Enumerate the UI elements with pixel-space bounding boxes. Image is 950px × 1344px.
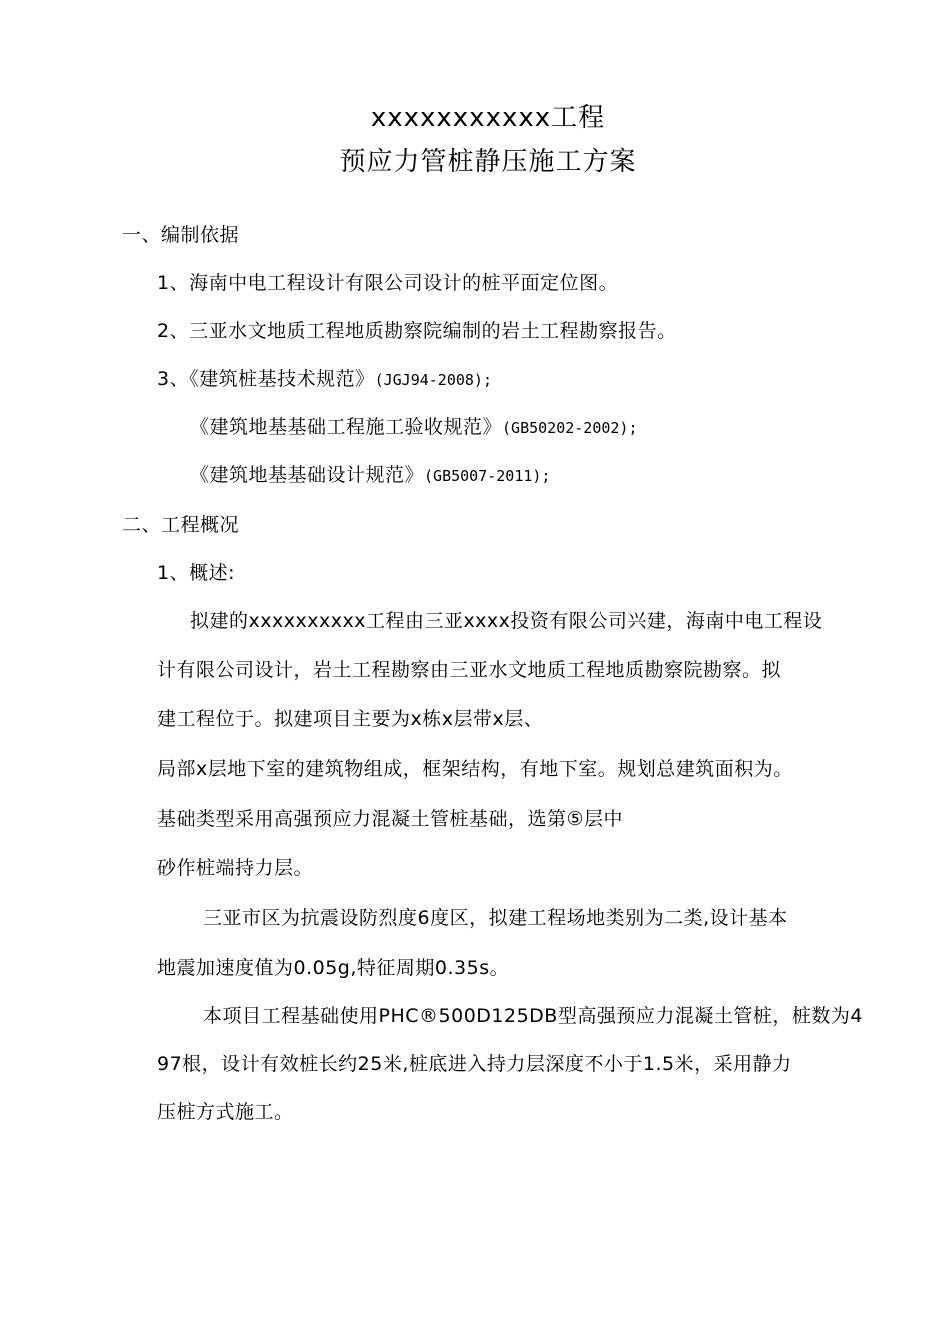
overview-paragraph-1-line-2: 计有限公司设计，岩土工程勘察由三亚水文地质工程地质勘察院勘察。拟	[157, 659, 782, 681]
overview-paragraph-1-line-6: 砂作桩端持力层。	[157, 857, 314, 879]
basis-item-3c	[190, 462, 550, 489]
basis-item-3-title: 3、《建筑桩基技术规范》	[157, 368, 375, 390]
basis-item-3b-title: 《建筑地基基础工程施工验收规范》	[190, 416, 503, 438]
overview-paragraph-3-line-1: 本项目工程基础使用PHC®500D125DB型高强预应力混凝土管桩，桩数为4	[203, 1005, 863, 1027]
basis-item-3b-code: (GB50202-2002);	[502, 419, 638, 437]
overview-paragraph-1-line-3: 建工程位于。拟建项目主要为x栋x层带x层、	[157, 708, 544, 730]
overview-paragraph-2-line-1: 三亚市区为抗震设防烈度6度区，拟建工程场地类别为二类,设计基本	[203, 907, 788, 929]
basis-item-3c-code: (GB5007-2011);	[424, 467, 551, 485]
overview-paragraph-1-line-5: 基础类型采用高强预应力混凝土管桩基础，选第⑤层中	[157, 808, 624, 830]
overview-paragraph-3-line-3: 压桩方式施工。	[157, 1101, 294, 1123]
overview-subheading: 1、概述:	[157, 562, 235, 584]
basis-item-2: 2、三亚水文地质工程地质勘察院编制的岩土工程勘察报告。	[157, 320, 677, 342]
section-heading-overview: 二、工程概况	[122, 514, 240, 536]
section-heading-basis: 一、编制依据	[122, 224, 240, 246]
basis-item-3-code: (JGJ94-2008);	[374, 371, 492, 389]
basis-item-3c-title: 《建筑地基基础设计规范》	[190, 464, 425, 486]
overview-paragraph-1-line-4: 局部x层地下室的建筑物组成，框架结构，有地下室。规划总建筑面积为。	[157, 758, 793, 780]
basis-item-1: 1、海南中电工程设计有限公司设计的桩平面定位图。	[157, 272, 619, 294]
overview-paragraph-1-line-1: 拟建的xxxxxxxxxx工程由三亚xxxx投资有限公司兴建，海南中电工程设	[190, 610, 823, 632]
basis-item-3	[157, 366, 492, 393]
document-title-project: xxxxxxxxxxx工程	[370, 103, 606, 133]
basis-item-3b	[190, 414, 637, 441]
document-title-plan: 预应力管桩静压施工方案	[339, 147, 637, 177]
overview-paragraph-3-line-2: 97根，设计有效桩长约25米,桩底进入持力层深度不小于1.5米，采用静力	[157, 1053, 792, 1075]
overview-paragraph-2-line-2: 地震加速度值为0.05g,特征周期0.35s。	[157, 957, 510, 979]
